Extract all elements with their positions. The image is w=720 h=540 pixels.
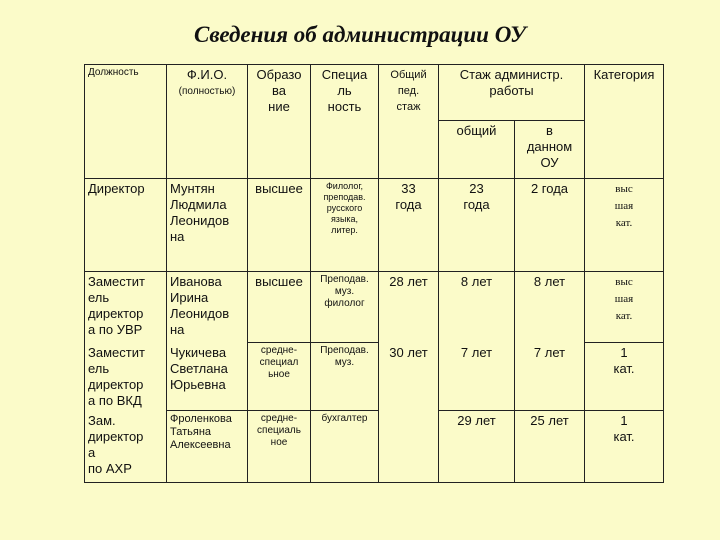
cell-fio: Фроленкова Татьяна Алексеевна xyxy=(167,411,248,483)
cell-specialty: Преподав. муз. xyxy=(311,343,379,411)
header-row xyxy=(85,65,664,121)
table-row xyxy=(85,411,664,483)
cell-category: 1 кат. xyxy=(585,343,664,411)
cell-position: Заместит ель директор а по ВКД xyxy=(85,343,167,411)
header-position: Должность xyxy=(85,65,167,179)
cell-specialty: Филолог, преподав. русского языка, литер. xyxy=(311,179,379,272)
cell-specialty: Преподав. муз. филолог xyxy=(311,272,379,343)
header-category: Категория xyxy=(585,65,664,179)
cell-position: Зам. директор а по АХР xyxy=(85,411,167,483)
cell-education: высшее xyxy=(248,179,311,272)
header-fio xyxy=(167,65,248,179)
header-education: Образо ва ние xyxy=(248,65,311,179)
cell-position: Директор xyxy=(85,179,167,272)
header-admin-current: в данном ОУ xyxy=(515,121,585,179)
cell-total-ped: 28 лет xyxy=(379,272,439,343)
cell-category: выс шая кат. xyxy=(585,272,664,343)
cell-admin-total: 23 года xyxy=(439,179,515,272)
cell-total-ped: 33 года xyxy=(379,179,439,272)
table-row xyxy=(85,343,664,411)
cell-admin-current: 7 лет xyxy=(515,343,585,411)
cell-fio: Иванова Ирина Леонидов на xyxy=(167,272,248,343)
header-admin-total: общий xyxy=(439,121,515,179)
cell-education: средне- специаль ное xyxy=(248,411,311,483)
cell-admin-current: 8 лет xyxy=(515,272,585,343)
page-title: Сведения об администрации ОУ xyxy=(194,22,526,47)
table-row xyxy=(85,272,664,343)
cell-education: средне- специал ьное xyxy=(248,343,311,411)
administration-table xyxy=(84,64,664,483)
cell-total-ped xyxy=(379,411,439,483)
cell-admin-total: 8 лет xyxy=(439,272,515,343)
table-row xyxy=(85,179,664,272)
cell-fio: Чукичева Светлана Юрьевна xyxy=(167,343,248,411)
cell-fio: Мунтян Людмила Леонидов на xyxy=(167,179,248,272)
cell-specialty: бухгалтер xyxy=(311,411,379,483)
header-admin-exp: Стаж администр. работы xyxy=(439,65,585,121)
cell-admin-current: 2 года xyxy=(515,179,585,272)
header-fio-note: (полностью) xyxy=(178,86,236,97)
header-fio-label: Ф.И.О. xyxy=(186,67,228,82)
cell-total-ped: 30 лет xyxy=(379,343,439,411)
header-specialty: Специа ль ность xyxy=(311,65,379,179)
cell-admin-total: 29 лет xyxy=(439,411,515,483)
header-total-ped: Общий пед. стаж xyxy=(379,65,439,179)
cell-admin-total: 7 лет xyxy=(439,343,515,411)
cell-admin-current: 25 лет xyxy=(515,411,585,483)
cell-category: выс шая кат. xyxy=(585,179,664,272)
cell-category: 1 кат. xyxy=(585,411,664,483)
cell-education: высшее xyxy=(248,272,311,343)
cell-position: Заместит ель директор а по УВР xyxy=(85,272,167,343)
